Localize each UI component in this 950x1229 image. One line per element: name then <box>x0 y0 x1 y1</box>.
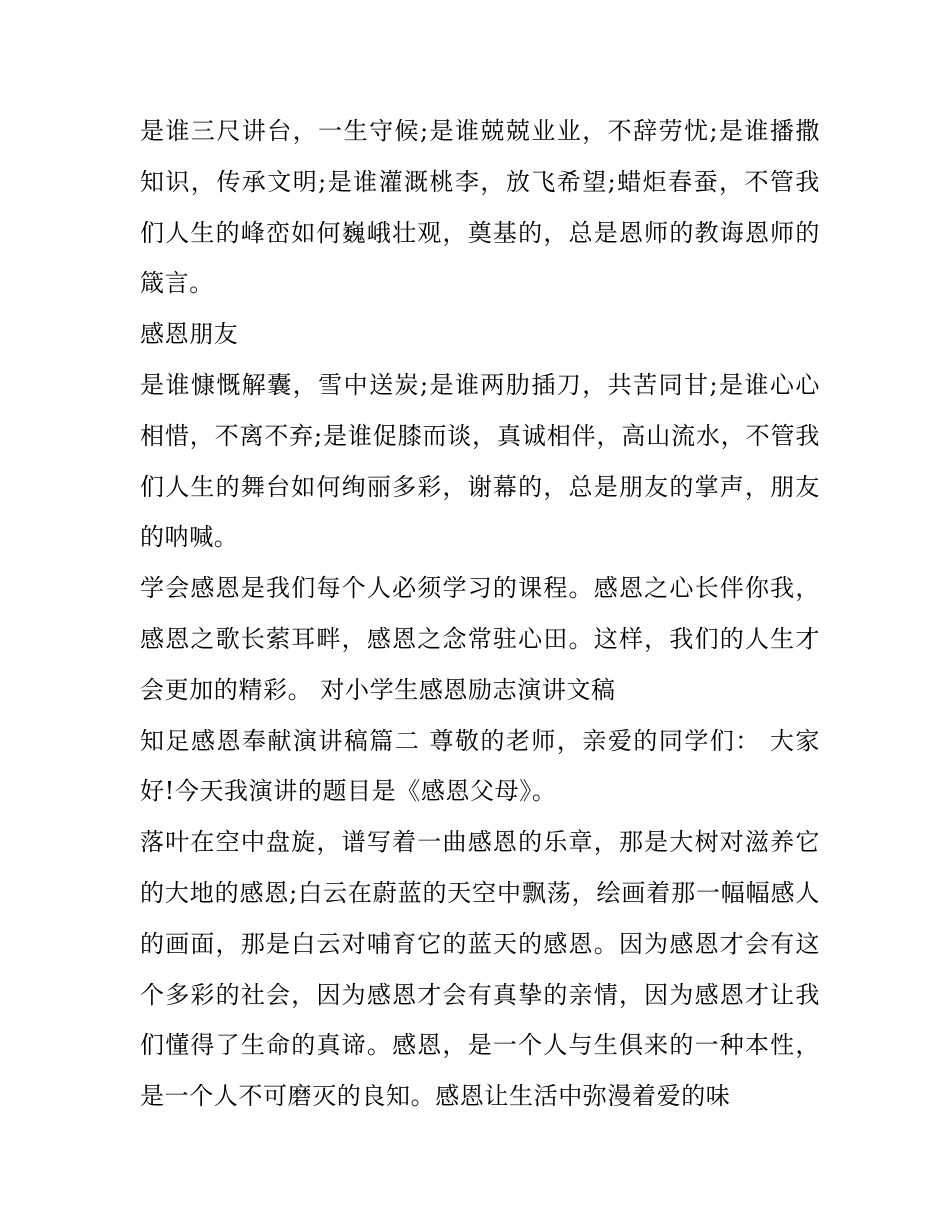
paragraph-falling-leaves: 落叶在空中盘旋，谱写着一曲感恩的乐章，那是大树对滋养它的大地的感恩;白云在蔚蓝的天空中飘荡，绘画着那一幅幅感人的画面，那是白云对哺育它的蓝天的感恩。因为感恩才会有这个多彩的社会，因为感恩才会有真挚的亲情，因为感恩才让我们懂得了生命的真谛。感恩，是一个人与生俱来的一种本性，是一个人不可磨灭的良知。感恩让生活中弥漫着爱的味 <box>140 828 820 1111</box>
paragraph-speech-opening: 知足感恩奉献演讲稿篇二 尊敬的老师，亲爱的同学们： 大家好!今天我演讲的题目是《感恩父母》。 <box>140 726 820 806</box>
paragraph-friend-gratitude: 是谁慷慨解囊，雪中送炭;是谁两肋插刀，共苦同甘;是谁心心相惜，不离不弃;是谁促膝而谈，真诚相伴，高山流水，不管我们人生的舞台如何绚丽多彩，谢幕的，总是朋友的掌声，朋友的呐喊。 <box>140 370 820 552</box>
paragraph-teacher-gratitude: 是谁三尺讲台，一生守候;是谁兢兢业业，不辞劳忧;是谁播撒知识，传承文明;是谁灌溉桃李，放飞希望;蜡炬春蚕，不管我们人生的峰峦如何巍峨壮观，奠基的，总是恩师的教诲恩师的箴言。 <box>140 117 820 298</box>
heading-thank-friends: 感恩朋友 <box>140 320 239 349</box>
paragraph-learn-gratitude: 学会感恩是我们每个人必须学习的课程。感恩之心长伴你我，感恩之歌长萦耳畔，感恩之念常驻心田。这样，我们的人生才会更加的精彩。 对小学生感恩励志演讲文稿 <box>140 574 820 704</box>
document-body <box>140 106 820 1122</box>
